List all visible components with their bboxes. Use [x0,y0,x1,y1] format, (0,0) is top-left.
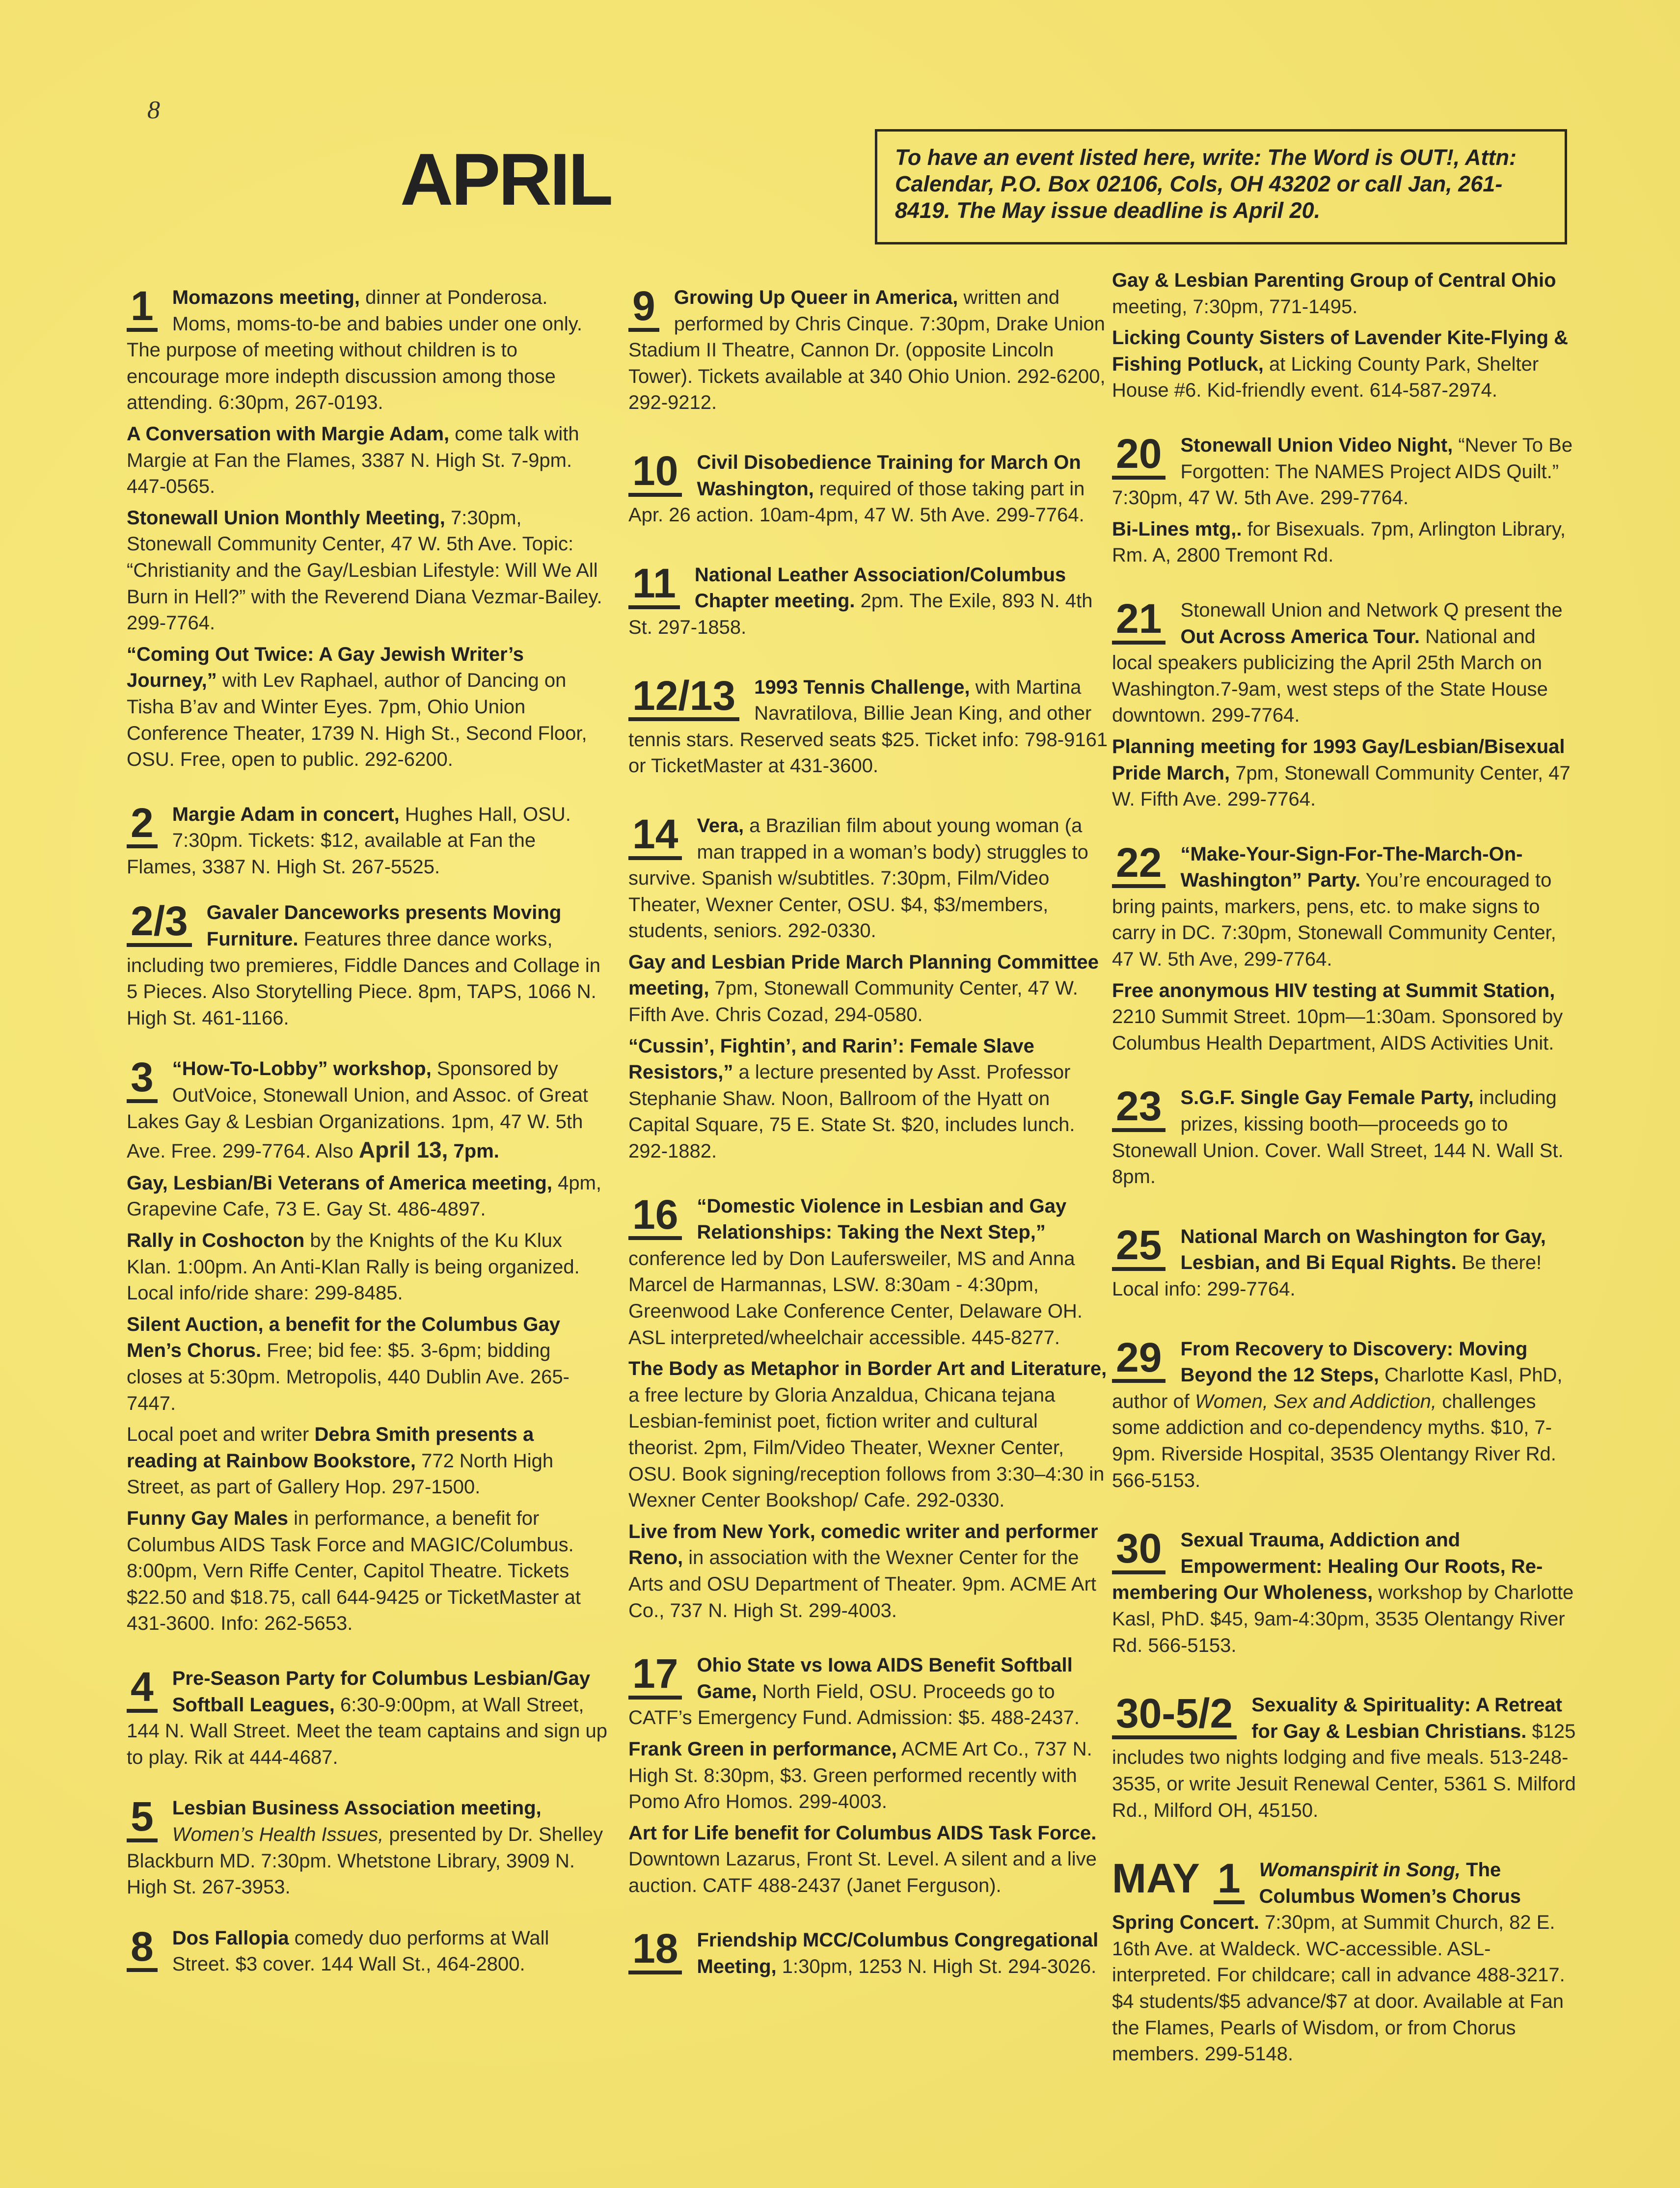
event-entry: Gay and Lesbian Pride March Planning Committee meeting, 7pm, Stonewall Community Center, 47 W. Fifth Ave. Chris Cozad, 294-0580. [628,951,1099,1026]
event-entry: “Cussin’, Fightin’, and Rarin’: Female Slave Resistors,” a lecture presented by Asst. Professor Stephanie Shaw. Noon, Ballroom of the Hyatt on Capital Square, 75 E. State St. $20, includes lunch. 292-1882. [628,1035,1075,1162]
event-entry: Frank Green in performance, ACME Art Co., 737 N. High St. 8:30pm, $3. Green performed recently with Pomo Afro Homos. 299-4003. [628,1738,1092,1813]
day-number: 14 [628,815,682,860]
event-entry: Gavaler Danceworks presents Moving Furniture. Features three dance works, including two premieres, Fiddle Dances and Collage in 5 Pieces. Also Storytelling Piece. 8pm, TAPS, 1066 N. High St. 461-1166. [127,902,600,1029]
day-number: 25 [1112,1226,1165,1271]
day-3 [127,1056,608,1637]
event-entry: Art for Life benefit for Columbus AIDS Task Force. Downtown Lazarus, Front St. Level. A silent and a live auction. CATF 488-2437 (Janet Ferguson). [628,1822,1097,1896]
event-entry: Funny Gay Males in performance, a benefit for Columbus AIDS Task Force and MAGIC/Columbus. 8:00pm, Vern Riffe Center, Capitol Theatre. Tickets $22.50 and $18.75, call 644-9425 or TicketMaster at 431-3600. Info: 262-5653. [127,1507,581,1635]
day-number: 30 [1112,1529,1165,1574]
day-number: 16 [628,1195,682,1241]
event-entry: Planning meeting for 1993 Gay/Lesbian/Bisexual Pride March, 7pm, Stonewall Community Center, 47 W. Fifth Ave. 299-7764. [1112,735,1571,810]
day-21 [1112,597,1578,813]
event-entry: From Recovery to Discovery: Moving Beyond the 12 Steps, Charlotte Kasl, PhD, author of Women, Sex and Addiction, challenges some addiction and co-dependency myths. $10, 7-9pm. Riverside Hospital, 3535 Olentangy River Rd. 566-5153. [1112,1338,1563,1491]
event-entry: Vera, a Brazilian film about young woman (a man trapped in a woman’s body) struggles to survive. Spanish w/subtitles. 7:30pm, Film/Video Theater, Wexner Center, OSU. $4, $3/members, students, seniors. 292-0330. [628,814,1088,942]
event-entry: Live from New York, comedic writer and performer Reno, in association with the Wexner Center for the Arts and OSU Department of Theater. 9pm. ACME Art Co., 737 N. High St. 299-4003. [628,1520,1098,1621]
day-number: 17 [628,1654,682,1700]
day-18 [628,1927,1110,1985]
day-4 [127,1663,608,1776]
event-entry: Gay & Lesbian Parenting Group of Central Ohio meeting, 7:30pm, 771-1495. [1112,270,1556,318]
day-12-13 [628,672,1110,784]
calendar-column-1 [127,285,608,1983]
event-entry: Licking County Sisters of Lavender Kite-Flying & Fishing Potluck, at Licking County Park, Shelter House #6. Kid-friendly event. 614-587-2974. [1112,327,1569,402]
day-2 [127,799,608,886]
event-entry: Sexual Trauma, Addiction and Empowerment: Healing Our Roots, Re-membering Our Wholeness, workshop by Charlotte Kasl, PhD. $45, 9am-4:30pm, 3535 Olentangy River Rd. 566-5153. [1112,1529,1574,1656]
day-5 [127,1795,608,1905]
event-entry: Gay, Lesbian/Bi Veterans of America meeting, 4pm, Grapevine Cafe, 73 E. Gay St. 486-4897. [127,1172,602,1220]
day-number: 8 [127,1927,158,1972]
event-entry: Silent Auction, a benefit for the Columbus Gay Men’s Chorus. Free; bid fee: $5. 3-6pm; bidding closes at 5:30pm. Metropolis, 440 Dublin Ave. 265-7447. [127,1313,569,1414]
event-entry: Stonewall Union and Network Q present the Out Across America Tour. National and local speakers publicizing the April 25th March on Washington.7-9am, west steps of the State House downtown. 299-7764. [1112,599,1563,727]
event-entry: “Make-Your-Sign-For-The-March-On-Washington” Party. You’re encouraged to bring paints, markers, pens, etc. to make signs to carry in DC. 7:30pm, Stonewall Community Center, 47 W. 5th Ave, 299-7764. [1112,843,1556,971]
day-number: 11 [628,564,680,609]
day-number: 21 [1112,599,1165,645]
event-entry: Momazons meeting, dinner at Ponderosa. Moms, moms-to-be and babies under one only. The purpose of meeting without children is to encourage more indepth discussion among those attending. 6:30pm, 267-0193. [127,287,582,414]
event-entry: “Domestic Violence in Lesbian and Gay Relationships: Taking the Next Step,” conference led by Don Laufersweiler, MS and Anna Marcel de Harmannas, LSW. 8:30am - 4:30pm, Greenwood Lake Conference Center, Delaware OH. ASL interpreted/wheelchair accessible. 445-8277. [628,1195,1083,1349]
event-entry: Dos Fallopia comedy duo performs at Wall Street. $3 cover. 144 Wall St., 464-2800. [172,1927,549,1975]
day-number: 12/13 [628,676,739,722]
day-number: 5 [127,1797,158,1842]
event-entry: National Leather Association/Columbus Chapter meeting. 2pm. The Exile, 893 N. 4th St. 297-1858. [628,564,1093,638]
event-entry: The Body as Metaphor in Border Art and Literature, a free lecture by Gloria Anzaldua, Chicana tejana Lesbian-feminist poet, fiction writer and cultural theorist. 2pm, Film/Video Theater, Wexner Center, OSU. Book signing/reception follows from 3:30–4:30 in Wexner Center Bookshop/ Cafe. 292-0330. [628,1358,1107,1512]
day-number: 2 [127,804,158,849]
day-number: 30-5/2 [1112,1694,1237,1739]
day-10 [628,447,1110,534]
event-entry: Local poet and writer Debra Smith presents a reading at Rainbow Bookstore, 772 North High Street, as part of Gallery Hop. 297-1500. [127,1424,554,1498]
event-entry: National March on Washington for Gay, Lesbian, and Bi Equal Rights. Be there! Local info: 299-7764. [1112,1225,1546,1300]
day-number: 1 [127,287,158,332]
day-number: 23 [1112,1087,1165,1132]
day-number: 10 [628,452,682,497]
day-30-5-2 [1112,1692,1578,1829]
event-entry: Ohio State vs Iowa AIDS Benefit Softball Game, North Field, OSU. Proceeds go to CATF’s Emergency Fund. Admission: $5. 488-2437. [628,1654,1080,1729]
event-entry: Civil Disobedience Training for March On Washington, required of those taking part in Apr. 26 action. 10am-4pm, 47 W. 5th Ave. 299-7764. [628,451,1085,526]
day-20 [1112,432,1578,569]
event-entry: Pre-Season Party for Columbus Lesbian/Gay Softball Leagues, 6:30-9:00pm, at Wall Street, 144 N. Wall Street. Meet the team captains and sign up to play. Rik at 444-4687. [127,1667,608,1768]
event-entry: Free anonymous HIV testing at Summit Station, 2210 Summit Street. 10pm—1:30am. Sponsored by Columbus Health Department, AIDS Activities Unit. [1112,979,1563,1054]
day-23 [1112,1085,1578,1195]
day-30 [1112,1527,1578,1664]
day-number: 20 [1112,434,1165,480]
day-8 [127,1925,608,1983]
event-entry: Friendship MCC/Columbus Congregational Meeting, 1:30pm, 1253 N. High St. 294-3026. [697,1929,1099,1978]
day-number: 3 [127,1058,158,1103]
day-29 [1112,1336,1578,1499]
event-entry: Margie Adam in concert, Hughes Hall, OSU. 7:30pm. Tickets: $12, available at Fan the Flames, 3387 N. High St. 267-5525. [127,803,571,878]
day-16 [628,1193,1110,1624]
event-entry: Bi-Lines mtg,. for Bisexuals. 7pm, Arlington Library, Rm. A, 2800 Tremont Rd. [1112,518,1566,567]
submission-notice-box: To have an event listed here, write: The Word is OUT!, Attn: Calendar, P.O. Box 02106, Cols, OH 43202 or call Jan, 261-8419. The May issue deadline is April 20. [875,129,1567,244]
day-14 [628,810,1110,1165]
day-number: 4 [127,1668,158,1713]
event-entry: “Coming Out Twice: A Gay Jewish Writer’s Journey,” with Lev Raphael, author of Dancing on Tisha B’av and Winter Eyes. 7pm, Ohio Union Conference Theater, 1739 N. High St., Second Floor, OSU. Free, open to public. 292-6200. [127,643,587,771]
month-title: APRIL [400,138,611,220]
event-entry: “How-To-Lobby” workshop, Sponsored by OutVoice, Stonewall Union, and Assoc. of Great Lakes Gay & Lesbian Organizations. 1pm, 47 W. 5th Ave. Free. 299-7764. Also April 13, 7pm. [127,1058,588,1163]
day-1 [127,285,608,773]
day-number: 22 [1112,843,1165,889]
event-entry: A Conversation with Margie Adam, come talk with Margie at Fan the Flames, 3387 N. High St. 7-9pm. 447-0565. [127,423,579,498]
event-entry: Stonewall Union Video Night, “Never To Be Forgotten: The NAMES Project AIDS Quilt.” 7:30pm, 47 W. 5th Ave. 299-7764. [1112,434,1573,509]
event-entry: Womanspirit in Song, The Columbus Women’s Chorus Spring Concert. 7:30pm, at Summit Church, 82 E. 16th Ave. at Waldeck. WC-accessible. ASL-interpreted. For childcare; call in advance 488-3217. $4 students/$5 advance/$7 at door. Available at Fan the Flames, Pearls of Wisdom, or from Chorus members. 299-5148. [1112,1859,1565,2065]
day-9 [628,285,1110,421]
event-entry: S.G.F. Single Gay Female Party, including prizes, kissing booth—proceeds go to Stonewall Union. Cover. Wall Street, 144 N. Wall St. 8pm. [1112,1087,1564,1188]
calendar-column-2 [628,285,1110,1985]
day-number: 1 [1214,1859,1245,1904]
event-entry: Lesbian Business Association meeting, Women’s Health Issues, presented by Dr. Shelley Blackburn MD. 7:30pm. Whetstone Library, 3909 N. High St. 267-3953. [127,1797,603,1898]
event-entry: Stonewall Union Monthly Meeting, 7:30pm, Stonewall Community Center, 47 W. 5th Ave. Topic: “Christianity and the Gay/Lesbian Lifestyle: Will We All Burn in Hell?” with the Reverend Diana Vezmar-Bailey. 299-7764. [127,507,602,634]
day-22 [1112,841,1578,1057]
event-entry: Growing Up Queer in America, written and performed by Chris Cinque. 7:30pm, Drake Union Stadium II Theatre, Cannon Dr. (opposite Lincoln Tower). Tickets available at 340 Ohio Union. 292-6200, 292-9212. [628,287,1106,414]
month-label-may: MAY [1112,1855,1200,1902]
day-number: 2/3 [127,902,192,947]
day-number: 29 [1112,1338,1165,1383]
day-may-1 [1112,1857,1578,2073]
day-2-3 [127,900,608,1036]
day-25 [1112,1221,1578,1308]
day-17 [628,1652,1110,1899]
event-entry: 1993 Tennis Challenge, with Martina Navratilova, Billie Jean King, and other tennis stars. Reserved seats $25. Ticket info: 798-9161 or TicketMaster at 431-3600. [628,676,1108,777]
page-number: 8 [147,96,160,124]
day-18-continued [1112,268,1578,404]
day-number: 9 [628,287,659,332]
event-entry: Rally in Coshocton by the Knights of the Ku Klux Klan. 1:00pm. An Anti-Klan Rally is being organized. Local info/ride share: 299-8485. [127,1230,580,1304]
calendar-column-3 [1112,268,1578,2073]
event-entry: Sexuality & Spirituality: A Retreat for Gay & Lesbian Christians. $125 includes two nights lodging and five meals. 513-248-3535, or write Jesuit Renewal Center, 5361 S. Milford Rd., Milford OH, 45150. [1112,1694,1576,1821]
day-number: 18 [628,1929,682,1974]
day-11 [628,562,1110,646]
